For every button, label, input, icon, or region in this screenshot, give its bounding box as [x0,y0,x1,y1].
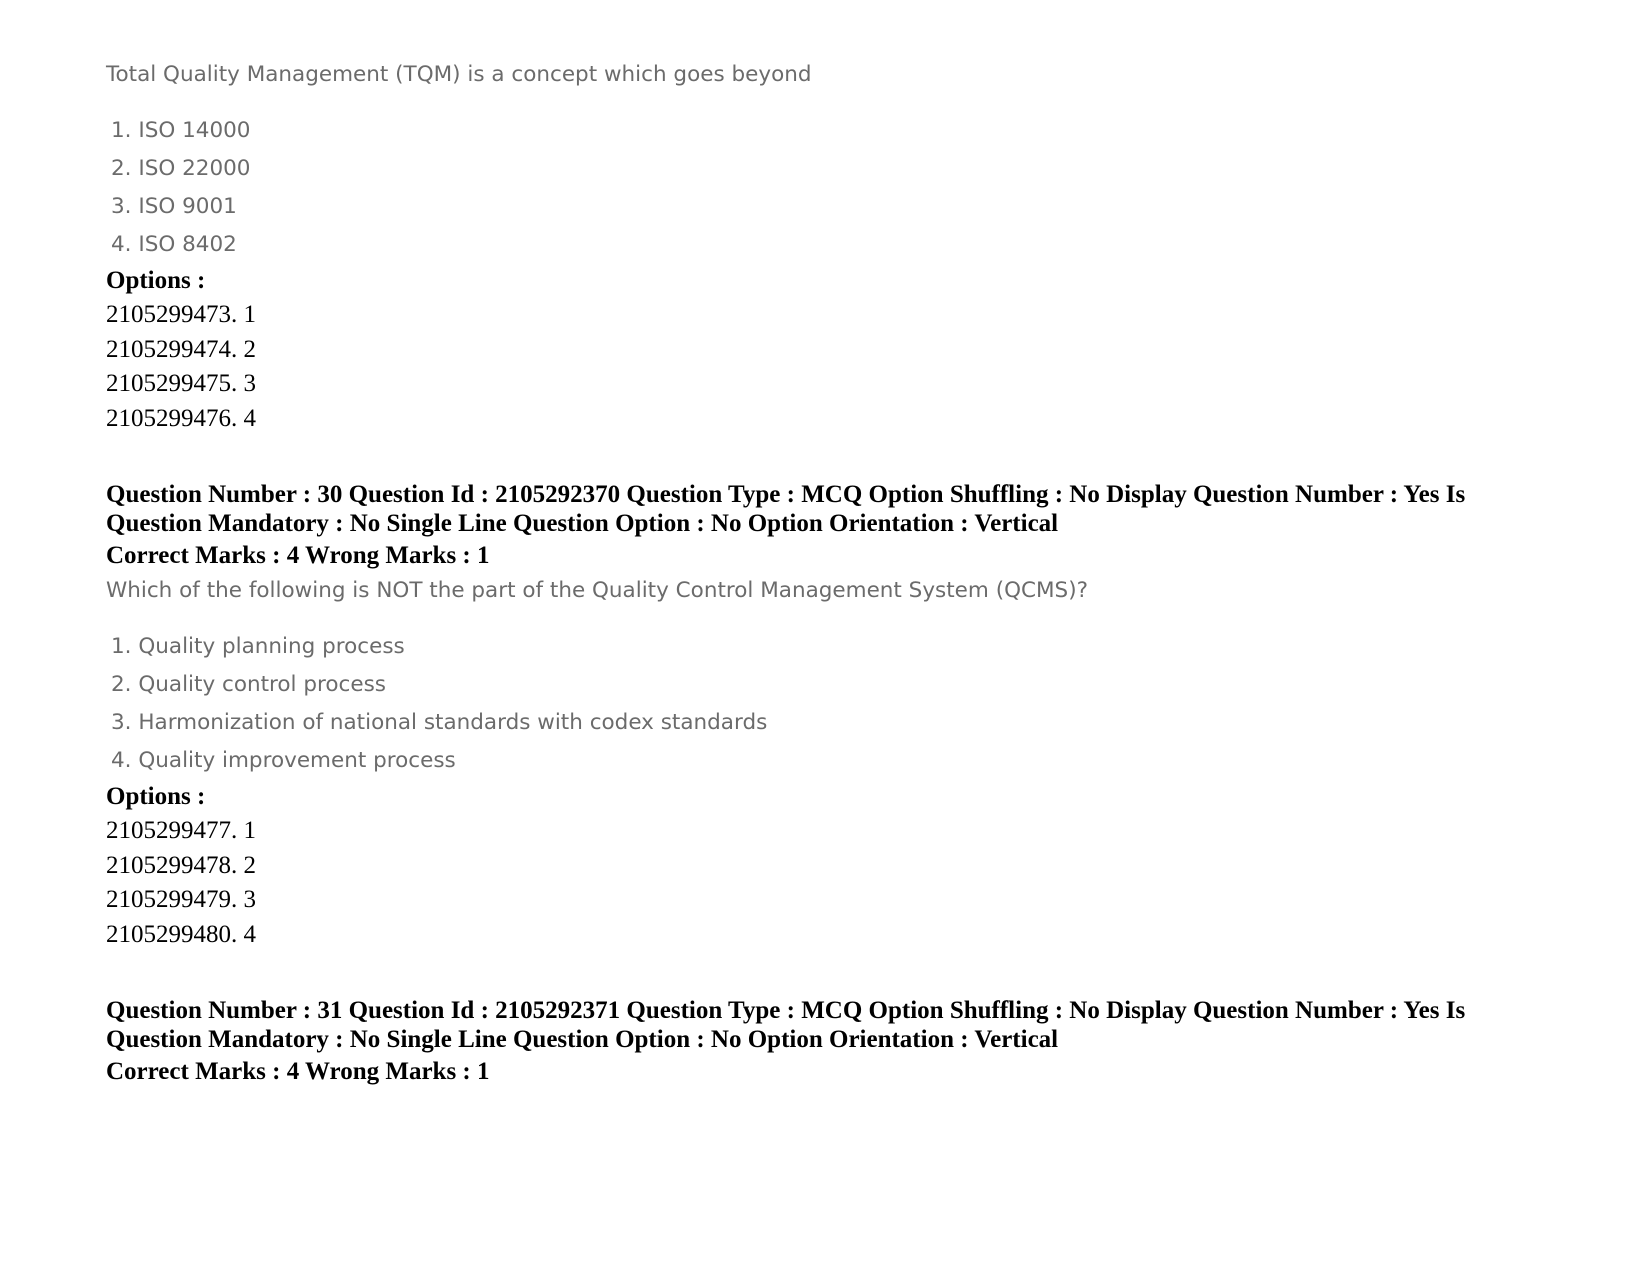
question-meta-line: Question Number : 30 Question Id : 2105292370 Question Type : MCQ Option Shuffling : No Display Question Number : Yes Is [106,481,1466,508]
option-id-row: 2105299476. 4 [106,404,256,432]
question-meta-line: Question Mandatory : No Single Line Question Option : No Option Orientation : Vertical [106,1026,1059,1053]
options-label: Options : [106,783,206,810]
question-30-block [106,480,1536,952]
question-meta-line: Question Mandatory : No Single Line Question Option : No Option Orientation : Vertical [106,510,1059,537]
choice-item: 3. ISO 9001 [111,194,237,219]
choice-item: 4. Quality improvement process [111,748,456,773]
option-id-row: 2105299478. 2 [106,851,256,879]
question-text: Which of the following is NOT the part of the Quality Control Management System (QCMS)? [106,578,1089,603]
option-id-row: 2105299473. 1 [106,301,256,328]
document-page [106,58,1536,1088]
question-choices [106,112,1536,264]
question-meta-line: Question Number : 31 Question Id : 2105292371 Question Type : MCQ Option Shuffling : No Display Question Number : Yes Is [106,997,1466,1024]
question-meta [106,480,1536,538]
question-29-block [106,58,1536,436]
question-31-block [106,996,1536,1088]
choice-item: 1. Quality planning process [111,634,405,659]
question-meta [106,996,1536,1054]
choice-item: 1. ISO 14000 [111,118,251,143]
question-marks: Correct Marks : 4 Wrong Marks : 1 [106,542,490,569]
choice-item: 2. Quality control process [111,672,386,697]
option-id-row: 2105299480. 4 [106,920,256,948]
option-id-row: 2105299479. 3 [106,886,256,913]
option-id-row: 2105299474. 2 [106,335,256,363]
choice-item: 2. ISO 22000 [111,156,251,181]
question-text: Total Quality Management (TQM) is a concept which goes beyond [106,62,812,87]
choice-item: 3. Harmonization of national standards with codex standards [111,710,768,735]
choice-item: 4. ISO 8402 [111,232,237,257]
question-marks: Correct Marks : 4 Wrong Marks : 1 [106,1058,490,1085]
option-id-row: 2105299477. 1 [106,817,256,844]
option-id-row: 2105299475. 3 [106,370,256,397]
options-label: Options : [106,267,206,294]
question-choices [106,628,1536,780]
